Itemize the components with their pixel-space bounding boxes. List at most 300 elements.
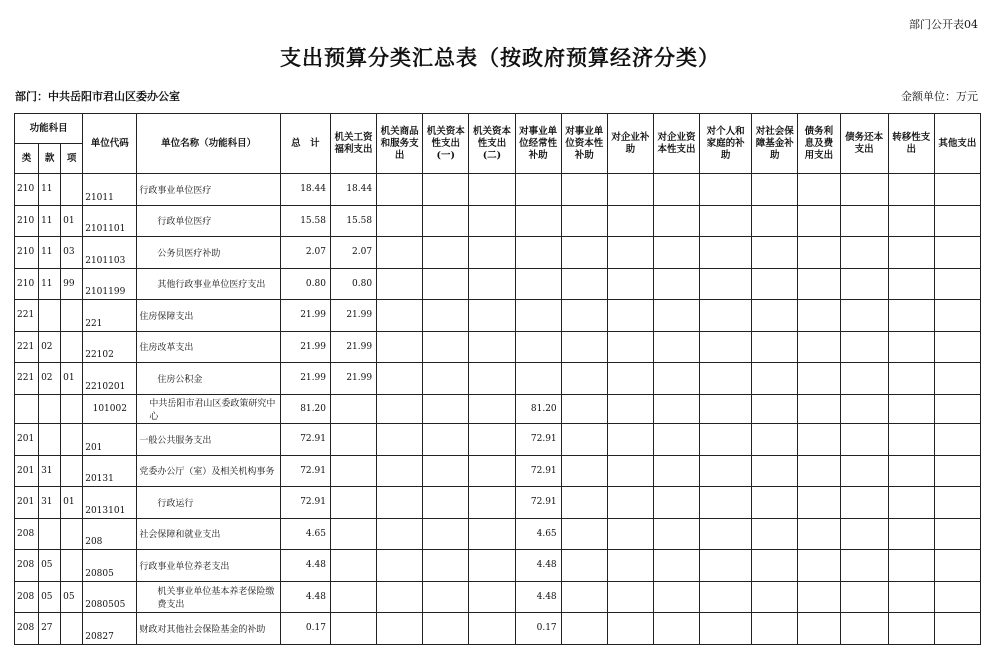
cell-empty <box>840 363 888 395</box>
cell-empty <box>423 394 469 424</box>
cell-empty <box>700 487 752 519</box>
cell-empty <box>700 205 752 237</box>
cell-unit-name: 公务员医疗补助 <box>137 237 280 269</box>
cell-lei: 221 <box>15 331 39 363</box>
cell-empty <box>377 487 423 519</box>
cell-empty <box>607 613 653 645</box>
cell-empty <box>653 363 699 395</box>
cell-wage-welfare: 18.44 <box>330 174 376 206</box>
cell-unit-name: 一般公共服务支出 <box>137 424 280 456</box>
cell-empty <box>700 363 752 395</box>
table-row <box>15 550 981 582</box>
cell-wage-welfare <box>330 550 376 582</box>
table-row <box>15 394 981 424</box>
cell-kuan: 31 <box>39 487 61 519</box>
cell-empty <box>653 331 699 363</box>
cell-empty <box>888 300 934 332</box>
cell-kuan <box>39 424 61 456</box>
cell-unit-code: 22102 <box>83 331 137 363</box>
cell-empty <box>934 581 980 613</box>
cell-empty <box>653 581 699 613</box>
cell-empty <box>934 268 980 300</box>
cell-total: 0.80 <box>280 268 330 300</box>
cell-xiang: 01 <box>61 487 83 519</box>
cell-empty <box>607 550 653 582</box>
cell-empty <box>700 331 752 363</box>
cell-xiang <box>61 300 83 332</box>
cell-empty <box>377 331 423 363</box>
cell-empty <box>561 331 607 363</box>
cell-empty <box>700 455 752 487</box>
table-row <box>15 268 981 300</box>
cell-empty <box>561 237 607 269</box>
header-col: 对事业单位资本性补助 <box>561 114 607 174</box>
header-col: 机关商品和服务支出 <box>377 114 423 174</box>
cell-unit-name: 行政事业单位医疗 <box>137 174 280 206</box>
cell-empty <box>888 455 934 487</box>
cell-lei: 210 <box>15 205 39 237</box>
cell-unit-code: 2080505 <box>83 581 137 613</box>
cell-kuan: 11 <box>39 237 61 269</box>
cell-unit-code: 2101101 <box>83 205 137 237</box>
cell-empty <box>377 581 423 613</box>
cell-empty <box>561 455 607 487</box>
cell-empty <box>469 394 515 424</box>
header-lei: 类 <box>15 144 39 174</box>
cell-empty <box>377 550 423 582</box>
cell-empty <box>700 237 752 269</box>
cell-empty <box>377 205 423 237</box>
cell-empty <box>561 550 607 582</box>
cell-empty <box>700 394 752 424</box>
cell-empty <box>469 550 515 582</box>
cell-empty <box>469 455 515 487</box>
cell-empty <box>934 394 980 424</box>
cell-empty <box>423 300 469 332</box>
cell-total: 4.48 <box>280 550 330 582</box>
cell-empty <box>469 363 515 395</box>
cell-institution-subsidy: 4.48 <box>515 581 561 613</box>
cell-xiang <box>61 174 83 206</box>
header-unit-code: 单位代码 <box>83 114 137 174</box>
cell-unit-name: 行政运行 <box>137 487 280 519</box>
cell-empty <box>934 518 980 550</box>
cell-empty <box>752 613 798 645</box>
cell-empty <box>752 174 798 206</box>
cell-lei: 201 <box>15 455 39 487</box>
cell-empty <box>653 455 699 487</box>
cell-empty <box>607 581 653 613</box>
cell-total: 21.99 <box>280 363 330 395</box>
cell-wage-welfare: 15.58 <box>330 205 376 237</box>
cell-lei: 221 <box>15 300 39 332</box>
cell-empty <box>561 363 607 395</box>
cell-xiang <box>61 331 83 363</box>
cell-empty <box>888 613 934 645</box>
cell-lei: 221 <box>15 363 39 395</box>
cell-kuan <box>39 394 61 424</box>
cell-empty <box>607 237 653 269</box>
cell-lei: 201 <box>15 487 39 519</box>
cell-empty <box>377 455 423 487</box>
cell-empty <box>798 237 840 269</box>
cell-empty <box>469 518 515 550</box>
cell-empty <box>469 487 515 519</box>
cell-lei: 208 <box>15 581 39 613</box>
cell-empty <box>607 455 653 487</box>
header-col: 机关工资福利支出 <box>330 114 376 174</box>
table-row <box>15 174 981 206</box>
cell-lei <box>15 394 39 424</box>
cell-empty <box>607 487 653 519</box>
cell-kuan: 05 <box>39 581 61 613</box>
cell-empty <box>653 487 699 519</box>
cell-empty <box>469 300 515 332</box>
table-row <box>15 613 981 645</box>
cell-empty <box>888 518 934 550</box>
cell-empty <box>888 363 934 395</box>
cell-xiang: 03 <box>61 237 83 269</box>
cell-total: 0.17 <box>280 613 330 645</box>
cell-unit-code: 2101199 <box>83 268 137 300</box>
cell-empty <box>840 331 888 363</box>
cell-empty <box>752 300 798 332</box>
cell-empty <box>798 331 840 363</box>
cell-kuan: 27 <box>39 613 61 645</box>
cell-total: 72.91 <box>280 424 330 456</box>
cell-empty <box>423 424 469 456</box>
cell-empty <box>798 394 840 424</box>
cell-empty <box>423 237 469 269</box>
header-col: 对社会保障基金补助 <box>752 114 798 174</box>
cell-empty <box>798 424 840 456</box>
cell-empty <box>798 363 840 395</box>
cell-empty <box>423 205 469 237</box>
cell-empty <box>752 581 798 613</box>
cell-wage-welfare <box>330 613 376 645</box>
cell-empty <box>934 174 980 206</box>
cell-empty <box>653 550 699 582</box>
cell-lei: 208 <box>15 550 39 582</box>
cell-empty <box>607 424 653 456</box>
cell-empty <box>888 205 934 237</box>
header-col: 债务还本支出 <box>840 114 888 174</box>
cell-institution-subsidy <box>515 237 561 269</box>
cell-institution-subsidy: 72.91 <box>515 487 561 519</box>
cell-empty <box>653 518 699 550</box>
cell-wage-welfare <box>330 455 376 487</box>
cell-empty <box>840 581 888 613</box>
cell-empty <box>653 268 699 300</box>
cell-empty <box>561 205 607 237</box>
cell-empty <box>840 424 888 456</box>
header-col: 机关资本性支出(一) <box>423 114 469 174</box>
cell-empty <box>934 331 980 363</box>
cell-unit-name: 中共岳阳市君山区委政策研究中心 <box>137 394 280 424</box>
cell-empty <box>840 174 888 206</box>
cell-empty <box>934 237 980 269</box>
cell-empty <box>561 613 607 645</box>
cell-empty <box>752 268 798 300</box>
cell-empty <box>561 174 607 206</box>
header-unit-name: 单位名称（功能科目） <box>137 114 280 174</box>
cell-empty <box>888 487 934 519</box>
cell-empty <box>377 518 423 550</box>
cell-empty <box>653 174 699 206</box>
cell-empty <box>377 613 423 645</box>
cell-xiang <box>61 613 83 645</box>
cell-empty <box>469 613 515 645</box>
cell-wage-welfare: 21.99 <box>330 331 376 363</box>
cell-unit-code: 208 <box>83 518 137 550</box>
cell-empty <box>798 205 840 237</box>
cell-empty <box>469 205 515 237</box>
cell-xiang <box>61 424 83 456</box>
cell-empty <box>469 424 515 456</box>
table-row <box>15 300 981 332</box>
table-row <box>15 331 981 363</box>
cell-wage-welfare: 21.99 <box>330 363 376 395</box>
budget-table <box>14 113 981 645</box>
cell-total: 18.44 <box>280 174 330 206</box>
cell-xiang <box>61 455 83 487</box>
cell-institution-subsidy <box>515 300 561 332</box>
cell-empty <box>752 363 798 395</box>
cell-empty <box>423 363 469 395</box>
table-row <box>15 581 981 613</box>
cell-empty <box>798 455 840 487</box>
table-row <box>15 205 981 237</box>
cell-total: 4.48 <box>280 581 330 613</box>
cell-unit-code: 2013101 <box>83 487 137 519</box>
cell-empty <box>934 363 980 395</box>
cell-unit-code: 2210201 <box>83 363 137 395</box>
cell-xiang: 01 <box>61 363 83 395</box>
cell-institution-subsidy <box>515 174 561 206</box>
cell-empty <box>798 268 840 300</box>
cell-empty <box>607 205 653 237</box>
cell-empty <box>700 550 752 582</box>
cell-total: 81.20 <box>280 394 330 424</box>
cell-unit-code: 101002 <box>83 394 137 424</box>
cell-unit-code: 20827 <box>83 613 137 645</box>
cell-empty <box>607 331 653 363</box>
cell-total: 4.65 <box>280 518 330 550</box>
cell-empty <box>653 300 699 332</box>
cell-empty <box>934 300 980 332</box>
cell-empty <box>752 455 798 487</box>
cell-kuan: 02 <box>39 363 61 395</box>
cell-empty <box>798 487 840 519</box>
cell-xiang <box>61 394 83 424</box>
cell-institution-subsidy: 72.91 <box>515 455 561 487</box>
cell-institution-subsidy <box>515 331 561 363</box>
cell-institution-subsidy <box>515 363 561 395</box>
amount-unit-label: 金额单位：万元 <box>901 90 978 103</box>
cell-empty <box>798 174 840 206</box>
header-col: 对事业单位经常性补助 <box>515 114 561 174</box>
cell-xiang <box>61 550 83 582</box>
cell-empty <box>561 268 607 300</box>
cell-empty <box>888 268 934 300</box>
cell-institution-subsidy: 4.48 <box>515 550 561 582</box>
cell-institution-subsidy: 72.91 <box>515 424 561 456</box>
cell-empty <box>653 394 699 424</box>
cell-empty <box>752 424 798 456</box>
cell-unit-code: 20131 <box>83 455 137 487</box>
cell-empty <box>700 581 752 613</box>
header-col: 转移性支出 <box>888 114 934 174</box>
cell-unit-code: 201 <box>83 424 137 456</box>
cell-empty <box>423 613 469 645</box>
cell-unit-code: 21011 <box>83 174 137 206</box>
cell-lei: 210 <box>15 268 39 300</box>
table-row <box>15 455 981 487</box>
cell-empty <box>423 550 469 582</box>
cell-total: 21.99 <box>280 300 330 332</box>
cell-empty <box>752 550 798 582</box>
cell-empty <box>700 300 752 332</box>
cell-empty <box>752 331 798 363</box>
cell-empty <box>840 455 888 487</box>
cell-empty <box>700 518 752 550</box>
header-col: 其他支出 <box>934 114 980 174</box>
cell-unit-name: 其他行政事业单位医疗支出 <box>137 268 280 300</box>
cell-empty <box>840 613 888 645</box>
cell-unit-code: 20805 <box>83 550 137 582</box>
cell-empty <box>469 174 515 206</box>
cell-empty <box>934 487 980 519</box>
cell-unit-name: 社会保障和就业支出 <box>137 518 280 550</box>
cell-unit-name: 财政对其他社会保险基金的补助 <box>137 613 280 645</box>
cell-wage-welfare <box>330 394 376 424</box>
cell-empty <box>423 174 469 206</box>
cell-empty <box>934 550 980 582</box>
cell-total: 72.91 <box>280 455 330 487</box>
cell-empty <box>934 613 980 645</box>
cell-empty <box>752 394 798 424</box>
cell-empty <box>423 331 469 363</box>
cell-empty <box>798 613 840 645</box>
cell-empty <box>840 268 888 300</box>
cell-empty <box>561 487 607 519</box>
cell-empty <box>607 268 653 300</box>
header-total: 总 计 <box>280 114 330 174</box>
cell-wage-welfare <box>330 518 376 550</box>
page-title: 支出预算分类汇总表（按政府预算经济分类） <box>280 45 720 70</box>
cell-kuan: 11 <box>39 205 61 237</box>
header-xiang: 项 <box>61 144 83 174</box>
cell-wage-welfare <box>330 487 376 519</box>
cell-empty <box>888 424 934 456</box>
cell-institution-subsidy: 4.65 <box>515 518 561 550</box>
cell-unit-name: 住房改革支出 <box>137 331 280 363</box>
cell-empty <box>798 581 840 613</box>
table-row <box>15 363 981 395</box>
cell-empty <box>423 518 469 550</box>
cell-empty <box>653 205 699 237</box>
cell-empty <box>653 237 699 269</box>
cell-empty <box>840 550 888 582</box>
cell-empty <box>377 300 423 332</box>
cell-unit-code: 2101103 <box>83 237 137 269</box>
cell-kuan <box>39 300 61 332</box>
cell-empty <box>888 394 934 424</box>
cell-empty <box>700 424 752 456</box>
cell-lei: 210 <box>15 237 39 269</box>
cell-unit-name: 党委办公厅（室）及相关机构事务 <box>137 455 280 487</box>
header-func-subject: 功能科目 <box>15 114 83 144</box>
cell-institution-subsidy <box>515 205 561 237</box>
cell-wage-welfare: 2.07 <box>330 237 376 269</box>
cell-empty <box>607 363 653 395</box>
cell-empty <box>377 363 423 395</box>
cell-lei: 208 <box>15 613 39 645</box>
cell-wage-welfare: 0.80 <box>330 268 376 300</box>
cell-empty <box>423 268 469 300</box>
cell-empty <box>561 581 607 613</box>
cell-xiang <box>61 518 83 550</box>
cell-empty <box>934 424 980 456</box>
cell-empty <box>423 581 469 613</box>
cell-empty <box>888 550 934 582</box>
cell-institution-subsidy <box>515 268 561 300</box>
cell-empty <box>377 424 423 456</box>
cell-empty <box>840 518 888 550</box>
cell-empty <box>934 455 980 487</box>
cell-empty <box>469 331 515 363</box>
cell-unit-name: 机关事业单位基本养老保险缴费支出 <box>137 581 280 613</box>
cell-empty <box>423 487 469 519</box>
cell-empty <box>561 518 607 550</box>
cell-empty <box>752 205 798 237</box>
cell-lei: 208 <box>15 518 39 550</box>
cell-empty <box>700 613 752 645</box>
header-col: 机关资本性支出(二) <box>469 114 515 174</box>
cell-empty <box>700 268 752 300</box>
table-row <box>15 518 981 550</box>
cell-xiang: 05 <box>61 581 83 613</box>
cell-empty <box>752 237 798 269</box>
table-body <box>15 174 981 645</box>
cell-total: 15.58 <box>280 205 330 237</box>
department-label: 部门：中共岳阳市君山区委办公室 <box>15 90 180 103</box>
cell-empty <box>377 394 423 424</box>
cell-empty <box>607 300 653 332</box>
cell-total: 21.99 <box>280 331 330 363</box>
cell-empty <box>888 581 934 613</box>
cell-unit-code: 221 <box>83 300 137 332</box>
cell-empty <box>653 424 699 456</box>
header-col: 对企业资本性支出 <box>653 114 699 174</box>
cell-empty <box>798 300 840 332</box>
cell-kuan: 31 <box>39 455 61 487</box>
cell-empty <box>888 237 934 269</box>
cell-empty <box>377 268 423 300</box>
cell-empty <box>377 174 423 206</box>
header-col: 债务利息及费用支出 <box>798 114 840 174</box>
cell-empty <box>469 268 515 300</box>
header-col: 对个人和家庭的补助 <box>700 114 752 174</box>
cell-empty <box>469 237 515 269</box>
cell-empty <box>888 331 934 363</box>
cell-empty <box>798 550 840 582</box>
cell-empty <box>700 174 752 206</box>
cell-empty <box>561 424 607 456</box>
cell-empty <box>423 455 469 487</box>
cell-empty <box>840 394 888 424</box>
cell-empty <box>607 394 653 424</box>
